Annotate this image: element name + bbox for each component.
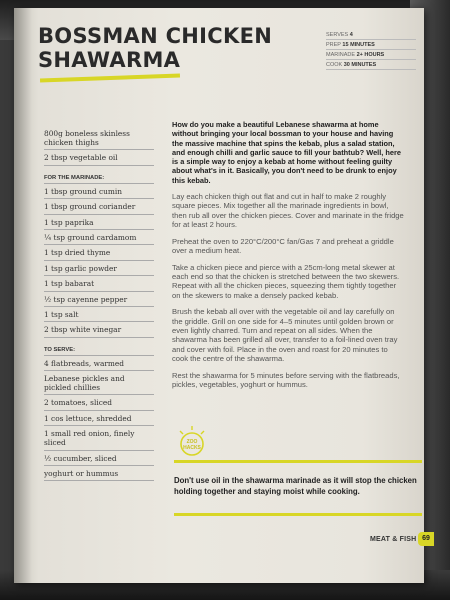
title-underline	[40, 74, 180, 83]
serve-heading: TO SERVE:	[44, 347, 154, 356]
ingredient-item: yoghurt or hummus	[44, 466, 154, 481]
ingredient-item: Lebanese pickles and pickled chillies	[44, 371, 154, 395]
ingredient-item: 4 flatbreads, warmed	[44, 356, 154, 371]
recipe-title	[38, 24, 272, 72]
method-step: Brush the kebab all over with the vegetable oil and lay carefully on the griddle. Grill on one side for 4–5 minutes until golden brown or even lightly charred. Turn and repeat on all sides. When the shawarma has been grilled all over, transfer to a foil-lined oven tray and cover with foil. Place in the oven and roast for 20 minutes to cook the centre of the shawarma.	[172, 307, 398, 364]
ingredient-item: 1 tbsp ground cumin	[44, 184, 154, 199]
ingredient-item: 1 tsp babarat	[44, 276, 154, 291]
tip-top-rule	[174, 460, 422, 463]
ingredient-item: 1 tsp salt	[44, 307, 154, 322]
ingredient-item: 1 small red onion, finely sliced	[44, 426, 154, 450]
method-step: Take a chicken piece and pierce with a 25cm-long metal skewer at each end so that the chicken is stretched between the two skewers. Repeat with all the chicken pieces, squeezing them tightly together on the skewers to make a densely packed kebab.	[172, 262, 400, 300]
ingredient-item: ½ cucumber, sliced	[44, 451, 154, 466]
method-step: Lay each chicken thigh out flat and cut in half to make 2 roughly square pieces. Mix together all the marinade ingredients in bowl, then rub all over the chicken pieces. Cover and marinate in the fridge for at least 2 hours.	[172, 192, 404, 230]
method-step: Rest the shawarma for 5 minutes before serving with the flatbreads, pickles, vegetables, yoghurt or hummus.	[172, 370, 400, 389]
marinade-heading: FOR THE MARINADE:	[44, 175, 154, 184]
method-text	[172, 120, 404, 396]
ingredient-item: ½ tsp cayenne pepper	[44, 292, 154, 307]
ingredient-item: 800g boneless skinless chicken thighs	[44, 126, 154, 150]
tip-text: Don't use oil in the shawarma marinade as it will stop the chicken holding together and staying moist while cooking.	[174, 476, 417, 496]
ingredient-item: 1 tsp garlic powder	[44, 261, 154, 276]
hacks-badge-line1: ZOO	[186, 439, 198, 445]
meta-serves: SERVES 4	[326, 30, 416, 40]
recipe-title-line2: SHAWARMA	[38, 48, 181, 72]
section-label: MEAT & FISH	[370, 536, 417, 543]
recipe-meta	[326, 30, 416, 70]
recipe-title-line1: BOSSMAN CHICKEN	[38, 24, 273, 48]
ingredient-list	[44, 126, 154, 481]
ingredient-item: 1 tsp paprika	[44, 215, 154, 230]
ingredient-item: 1 tbsp ground coriander	[44, 199, 154, 214]
tip-bottom-rule	[174, 513, 422, 516]
book-page	[14, 8, 430, 583]
ingredient-item: 1 tsp dried thyme	[44, 245, 154, 260]
ingredient-item: ¼ tsp ground cardamom	[44, 230, 154, 245]
hacks-badge-line2: HACKS	[183, 445, 201, 451]
method-intro: How do you make a beautiful Lebanese shawarma at home without bringing your local bossman to your house and having the massive machine that spins the kebab, plus a salad station, and enough chilli and garlic sauce to fill your bathtub? Well, here is a simple way to enjoy a kebab at home without feeling guilty about what's in it. Basically, you don't need to be drunk to enjoy this kebab.	[172, 120, 402, 185]
ingredient-item: 2 tbsp white vinegar	[44, 322, 154, 337]
method-step: Preheat the oven to 220°C/200°C fan/Gas 7 and preheat a griddle over a medium heat.	[172, 236, 394, 256]
meta-prep: PREP 15 MINUTES	[326, 40, 416, 50]
meta-cook: COOK 30 MINUTES	[326, 60, 416, 70]
page-number: 69	[418, 532, 434, 546]
meta-marinade: MARINADE 2+ HOURS	[326, 50, 416, 60]
ingredient-item: 1 cos lettuce, shredded	[44, 411, 154, 426]
ingredient-item: 2 tomatoes, sliced	[44, 395, 154, 410]
page-spine-shadow	[14, 8, 32, 583]
zoo-hacks-lightbulb-icon	[174, 424, 210, 460]
ingredient-item: 2 tbsp vegetable oil	[44, 150, 154, 165]
